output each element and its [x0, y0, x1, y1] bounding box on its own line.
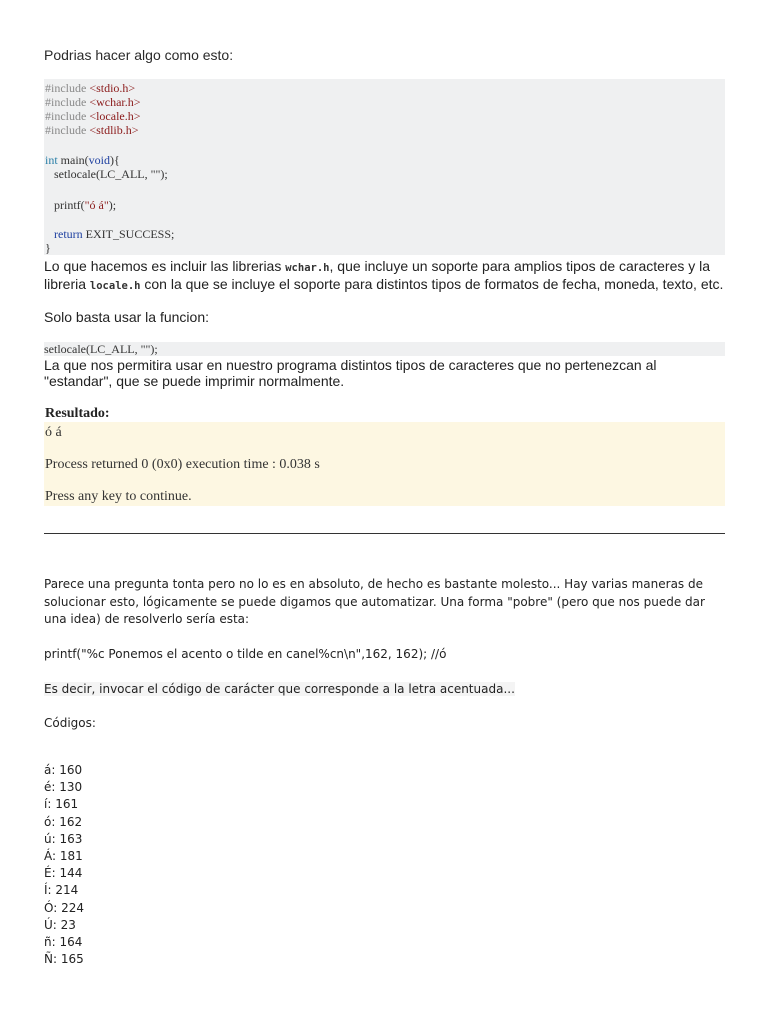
codes-heading: Códigos: — [44, 716, 96, 730]
explanation-text: Lo que hacemos es incluir las librerias — [44, 258, 286, 274]
code-indent — [45, 227, 54, 241]
setlocale-code: setlocale(LC_ALL, ""); — [44, 342, 725, 356]
code-line-include-stdlib — [45, 123, 139, 137]
code-keyword: int — [45, 153, 58, 167]
code-text: ){ — [110, 153, 120, 167]
code-block — [44, 79, 725, 255]
code-line-main — [45, 153, 120, 167]
result-line: Process returned 0 (0x0) execution time : 0.038 s — [45, 457, 320, 472]
answer-intro: Podrias hacer algo como esto: — [44, 47, 234, 63]
code-header: <stdio.h> — [89, 81, 136, 95]
code-preprocessor: #include — [45, 95, 90, 109]
code-entry: Ú: 23 — [44, 917, 76, 932]
inline-code-wchar: wchar.h — [285, 262, 330, 274]
code-entry: ó: 162 — [44, 814, 83, 829]
code-entry: Í: 214 — [44, 883, 79, 898]
result-heading: Resultado: — [45, 406, 110, 421]
code-entry: ñ: 164 — [44, 935, 83, 950]
code-preprocessor: #include — [45, 109, 90, 123]
explanation-text: Es decir, invocar el código de carácter que corresponde a la letra acentuada... — [44, 682, 515, 696]
code-line-include-stdio — [45, 81, 135, 95]
explanation-paragraph — [44, 259, 725, 294]
result-line: Press any key to continue. — [45, 489, 192, 504]
answer2-paragraph: Parece una pregunta tonta pero no lo es en absoluto, de hecho es bastante molesto... Hay varias maneras de solucionar esto, lógicamente se puede digamos que automatizar. Una forma "pobre" (pero que nos puede dar una idea) de resolverlo sería esta: — [44, 577, 705, 626]
usage-paragraph: Solo basta usar la funcion: — [44, 309, 209, 325]
code-text: ); — [108, 198, 117, 212]
code-line-setlocale: setlocale(LC_ALL, ""); — [45, 167, 168, 181]
code-entry: Ñ: 165 — [44, 952, 84, 967]
printf-code-line: printf("%c Ponemos el acento o tilde en canel%cn\n",162, 162); //ó — [44, 647, 447, 661]
inline-code-locale: locale.h — [89, 279, 141, 292]
explanation-text: con la que se incluye el soporte para distintos tipos de formatos de fecha, moneda, texto, etc. — [140, 275, 724, 292]
code-line-close: } — [45, 241, 51, 255]
code-line-printf — [45, 198, 116, 212]
code-keyword: return — [54, 227, 83, 241]
section-divider — [44, 533, 725, 534]
code-text: EXIT_SUCCESS; — [82, 227, 175, 241]
character-codes-list — [44, 762, 84, 968]
code-entry: Ó: 224 — [44, 900, 84, 915]
description-paragraph: La que nos permitira usar en nuestro programa distintos tipos de caracteres que no pertenezcan al "estandar", que se puede imprimir normalmente. — [44, 357, 657, 389]
code-preprocessor: #include — [45, 123, 90, 137]
result-line: ó á — [45, 425, 62, 440]
code-string: "ó á" — [84, 198, 109, 212]
code-header: <stdlib.h> — [89, 123, 139, 137]
explanation-text: , que incluye un soporte para amplios tipos de caracteres y la libreria — [44, 258, 711, 292]
code-header: <locale.h> — [89, 109, 141, 123]
code-line-return — [45, 227, 174, 241]
code-entry: Á: 181 — [44, 849, 83, 864]
code-entry: á: 160 — [44, 763, 83, 777]
result-output-box — [44, 422, 725, 506]
code-entry: É: 144 — [44, 866, 83, 881]
code-entry: í: 161 — [44, 797, 79, 812]
code-keyword: void — [88, 153, 111, 167]
code-preprocessor: #include — [45, 81, 90, 95]
code-entry: ú: 163 — [44, 831, 83, 846]
answer2-explanation — [44, 681, 725, 699]
code-header: <wchar.h> — [89, 95, 141, 109]
code-line-include-wchar — [45, 95, 141, 109]
code-text: main( — [57, 153, 89, 167]
code-entry: é: 130 — [44, 780, 83, 795]
code-line-include-locale — [45, 109, 141, 123]
code-text: printf( — [45, 198, 85, 212]
